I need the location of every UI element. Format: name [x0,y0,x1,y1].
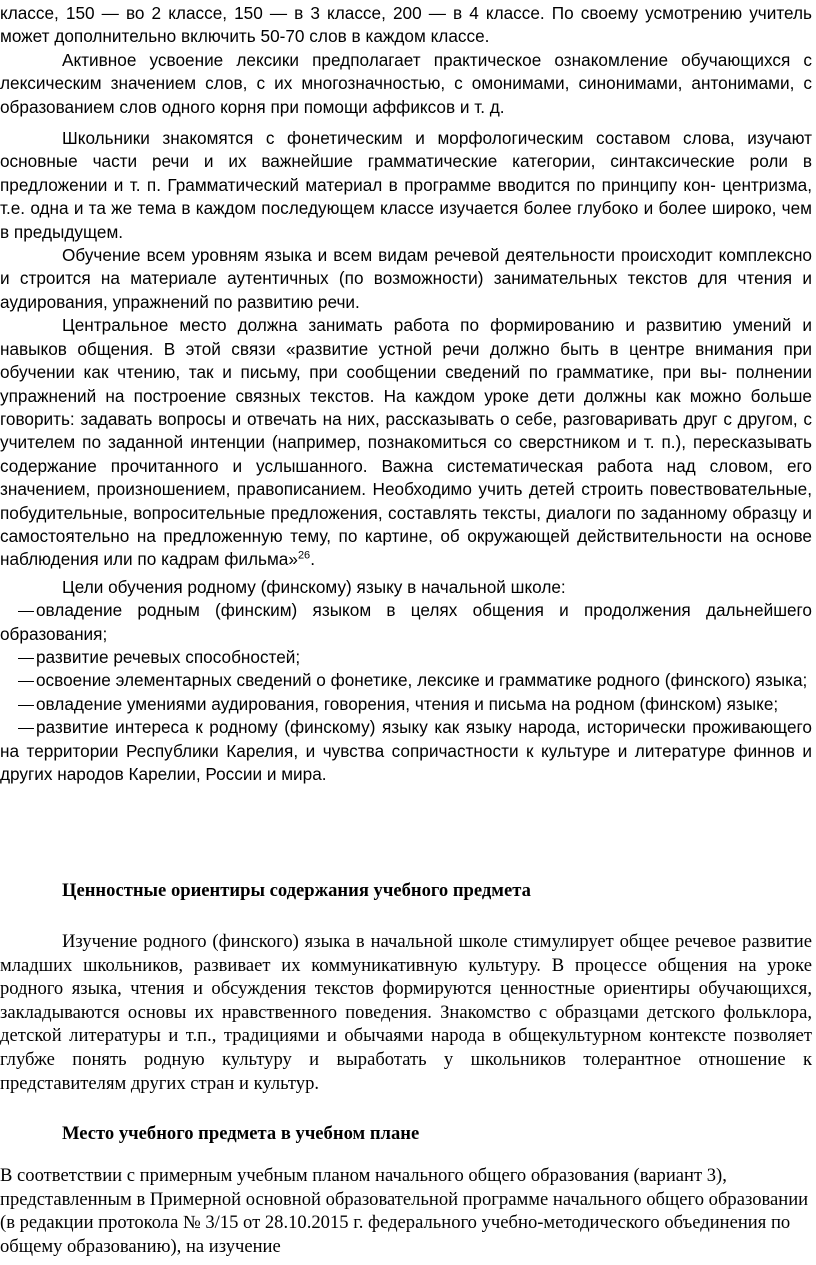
goals-intro: Цели обучения родному (финскому) языку в начальной школе: [62,576,566,597]
intro-block [0,2,812,786]
dash-bullet-icon [0,669,36,692]
goal-item: овладение умениями аудирования, говорения, чтения и письма на родном (финском) языке; [0,693,812,716]
section-heading-values: Ценностные ориентиры содержания учебного предмета [62,880,531,901]
paragraph-word-counts: классе, 150 — во 2 классе, 150 — в 3 классе, 200 — в 4 классе. По своему усмотрению учитель может дополнительно включить 50-70 слов в каждом классе. [0,3,812,47]
goal-item: освоение элементарных сведений о фонетике, лексике и грамматике родного (финского) языка; [0,669,812,692]
paragraph-lexicon: Активное усвоение лексики предполагает практическое ознакомление обучающихся с лексическим значением слов, с их многозначностью, с омонимами, синонимами, антонимами, с образованием слов одного корня при помощи аффиксов и т. д. [0,49,812,117]
dash-bullet-icon [0,599,36,622]
paragraph-values: Изучение родного (финского) языка в начальной школе стимулирует общее речевое развитие младших школьников, развивает их коммуникативную культуру. В процессе общения на уроке родного языка, чтения и обсуждения текстов формируются ценностные ориентиры обучающихся, закладываются основы их нравственного поведения. Знакомство с образцами детского фольклора, детской литературы и т.п., традициями и обычаями народа в общекультурном контексте позволяет глубже понять родную культуру и выработать у школьников толерантное отношение к представителям других стран и культур. [0,931,812,1094]
section-heading-curriculum-place: Место учебного предмета в учебном плане [62,1123,420,1144]
goal-item: овладение родным (финским) языком в целях общения и продолжения дальнейшего образования; [0,600,812,644]
dash-bullet-icon [0,646,36,669]
paragraph-communication [0,314,812,571]
curriculum-block [0,1164,812,1258]
footnote-tail: . [310,549,315,570]
dash-bullet-icon [0,693,36,716]
values-block [0,930,812,1095]
paragraph-speech-activity: Обучение всем уровням языка и всем видам речевой деятельности происходит комплексно и строится на материале аутентичных (по возможности) занимательных текстов для чтения и аудирования, упражнений по развитию речи. [0,245,812,312]
goal-item: развитие речевых способностей; [0,646,812,669]
communication-text: Центральное место должна занимать работа по формированию и развитию умений и навыков общения. В этой связи «развитие устной речи должно быть в центре внимания при обучении как чтению, так и письму, при сообщении сведений по грамматике, при вы- полнении упражнений на построение связных текстов. На каждом уроке дети должны как можно больше говорить: задавать вопросы и отвечать на них, рассказывать о себе, разговаривать друг с другом, с учителем по заданной интенции (например, познакомиться со сверстником и т. п.), пересказывать содержание прочитанного и услышанного. Важна систематическая работа над словом, его значением, произношением, правописанием. Необходимо учить детей строить повествовательные, побудительные, вопросительные предложения, составлять тексты, диалоги по заданному образцу и самостоятельно на предложенную тему, по картине, об окружающей действительности на основе наблюдения или по кадрам фильма» [0,315,812,570]
goal-item: развитие интереса к родному (финскому) языку как языку народа, исторически проживающего на территории Республики Карелия, и чувства сопричастности к культуре и литературе финнов и других народов Карелии, России и мира. [0,717,812,784]
paragraph-grammar: Школьники знакомятся с фонетическим и морфологическим составом слова, изучают основные части речи и их важнейшие грамматические категории, синтаксические роли в предложении и т. п. Грамматический материал в программе вводится по принципу кон- центризма, т.е. одна и та же тема в каждом последующем классе изучается более глубоко и более широко, чем в предыдущем. [0,128,812,242]
footnote-reference: 26 [297,549,311,562]
dash-bullet-icon [0,716,36,739]
paragraph-curriculum: В соответствии с примерным учебным планом начального общего образования (вариант 3), представленным в Примерной основной образовательной программе начального общего образовании (в редакции протокола № 3/15 от 28.10.2015 г. федерального учебно-методического объединения по общему образованию), на изучение [0,1165,809,1257]
